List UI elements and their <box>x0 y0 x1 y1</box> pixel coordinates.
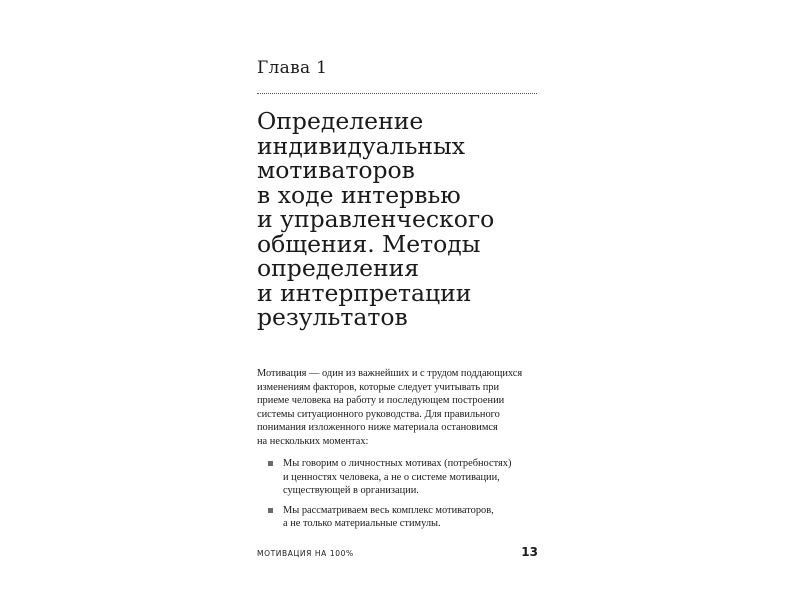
list-item-line: Мы рассматриваем весь комплекс мотиваторов, <box>283 504 494 516</box>
chapter-title-line: и управленческого <box>257 205 495 233</box>
square-bullet-icon <box>268 461 273 466</box>
chapter-title-line: индивидуальных <box>257 131 466 160</box>
list-item-line: и ценностях человека, а не о системе мотивации, <box>283 471 500 483</box>
list-item <box>268 504 538 531</box>
list-item <box>268 457 538 498</box>
chapter-title-line: в ходе интервью <box>257 180 461 209</box>
bullet-list <box>268 457 538 537</box>
list-item-line: существующей в организации. <box>283 485 419 497</box>
paragraph-line: на нескольких моментах: <box>257 435 369 447</box>
dotted-divider <box>257 93 537 94</box>
chapter-title-line: Определение <box>257 107 424 135</box>
chapter-label: Глава 1 <box>257 58 328 78</box>
chapter-title-line: и интерпретации <box>257 278 472 307</box>
chapter-title-line: мотиваторов <box>257 156 415 184</box>
chapter-title-line: общения. Методы <box>257 229 481 258</box>
list-item-line: а не только материальные стимулы. <box>283 518 441 530</box>
square-bullet-icon <box>268 508 273 513</box>
list-item-line: Мы говорим о личностных мотивах (потребностях) <box>283 458 512 469</box>
paragraph-line: приеме человека на работу и последующем построении <box>257 395 505 407</box>
chapter-title <box>257 109 542 330</box>
paragraph-line: Мотивация — один из важнейших и с трудом поддающихся <box>257 368 523 379</box>
running-footer-title: МОТИВАЦИЯ НА 100% <box>257 549 354 558</box>
paragraph-line: системы ситуационного руководства. Для правильного <box>257 408 500 420</box>
page-number: 13 <box>521 545 538 559</box>
chapter-title-line: результатов <box>257 303 408 331</box>
intro-paragraph <box>257 367 539 449</box>
chapter-title-line: определения <box>257 254 420 282</box>
paragraph-line: понимания изложенного ниже материала остановимся <box>257 422 498 434</box>
paragraph-line: изменениям факторов, которые следует учитывать при <box>257 381 500 393</box>
